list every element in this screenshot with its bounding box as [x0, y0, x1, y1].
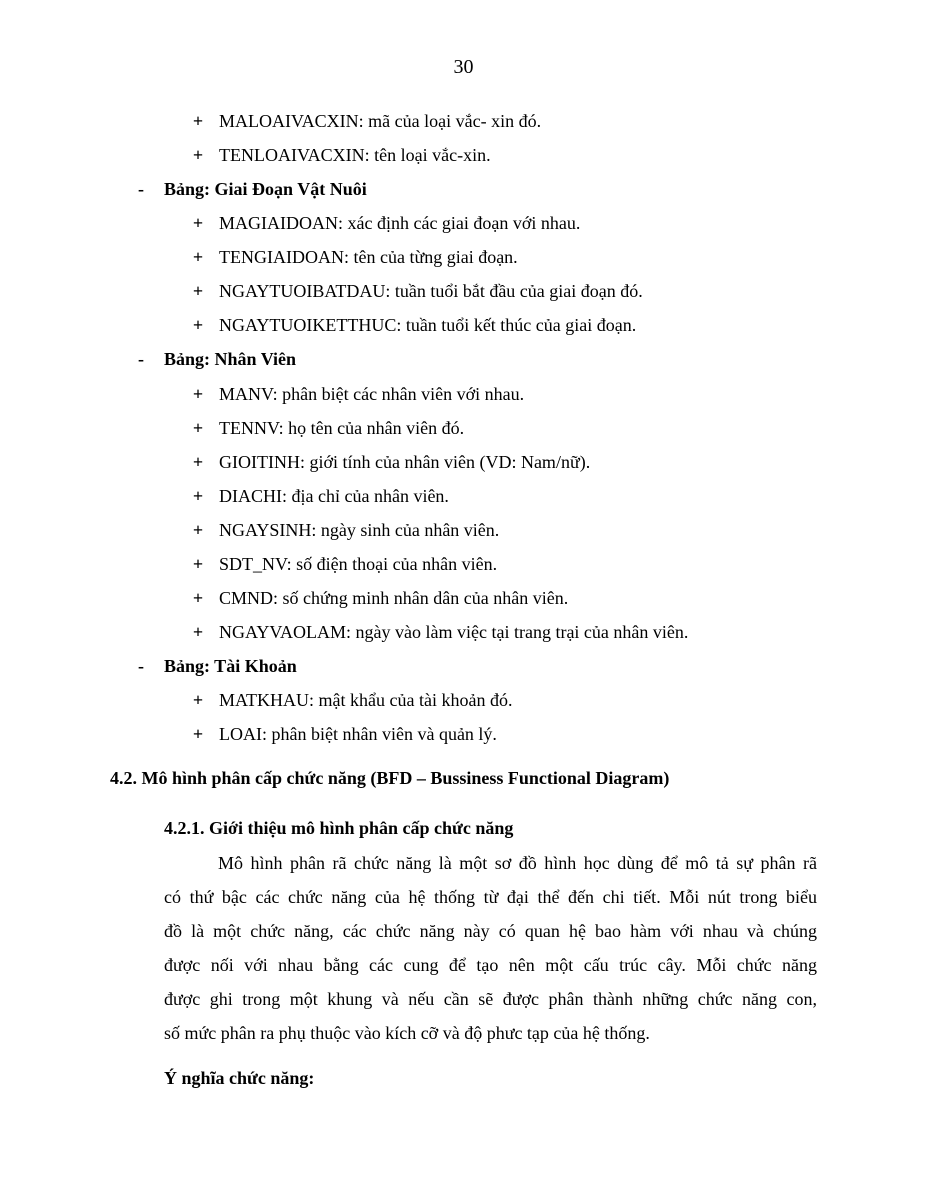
dash-bullet: -	[138, 656, 144, 676]
meaning-heading: Ý nghĩa chức năng:	[164, 1068, 315, 1088]
field-description: NGAYSINH: ngày sinh của nhân viên.	[219, 520, 500, 540]
field-description: NGAYTUOIBATDAU: tuần tuổi bắt đầu của giai đoạn đó.	[219, 281, 643, 301]
field-description: MAGIAIDOAN: xác định các giai đoạn với nhau.	[219, 213, 581, 233]
dash-bullet: -	[138, 349, 144, 369]
field-description: TENNV: họ tên của nhân viên đó.	[219, 418, 465, 438]
paragraph-line: Mô hình phân rã chức năng là một sơ đồ hình học dùng để mô tả sự phân rã	[218, 853, 817, 873]
paragraph-line: được nối với nhau bằng các cung để tạo nên một cấu trúc cây. Mỗi chức năng	[164, 955, 817, 975]
plus-bullet: +	[192, 281, 204, 301]
plus-bullet: +	[192, 588, 204, 608]
field-description: MANV: phân biệt các nhân viên với nhau.	[219, 384, 525, 404]
plus-bullet: +	[192, 111, 204, 131]
plus-bullet: +	[192, 145, 204, 165]
plus-bullet: +	[192, 486, 204, 506]
plus-bullet: +	[192, 520, 204, 540]
field-description: DIACHI: địa chỉ của nhân viên.	[219, 486, 449, 506]
field-description: LOAI: phân biệt nhân viên và quản lý.	[219, 724, 497, 744]
subsection-heading: 4.2.1. Giới thiệu mô hình phân cấp chức năng	[164, 818, 514, 838]
plus-bullet: +	[192, 213, 204, 233]
table-title: Bảng: Giai Đoạn Vật Nuôi	[164, 179, 367, 199]
plus-bullet: +	[192, 384, 204, 404]
dash-bullet: -	[138, 179, 144, 199]
paragraph-line: đồ là một chức năng, các chức năng này có quan hệ bao hàm với nhau và chúng	[164, 921, 817, 941]
field-description: MALOAIVACXIN: mã của loại vắc- xin đó.	[219, 111, 542, 131]
table-title: Bảng: Tài Khoản	[164, 656, 297, 676]
plus-bullet: +	[192, 554, 204, 574]
paragraph-line: được ghi trong một khung và nếu cần sẽ được phân thành những chức năng con,	[164, 989, 817, 1009]
plus-bullet: +	[192, 247, 204, 267]
plus-bullet: +	[192, 452, 204, 472]
plus-bullet: +	[192, 690, 204, 710]
section-heading: 4.2. Mô hình phân cấp chức năng (BFD – Bussiness Functional Diagram)	[110, 768, 670, 788]
plus-bullet: +	[192, 315, 204, 335]
table-title: Bảng: Nhân Viên	[164, 349, 297, 369]
field-description: GIOITINH: giới tính của nhân viên (VD: Nam/nữ).	[219, 452, 591, 472]
plus-bullet: +	[192, 622, 204, 642]
plus-bullet: +	[192, 724, 204, 744]
paragraph-line: số mức phân ra phụ thuộc vào kích cỡ và độ phưc tạp của hệ thống.	[164, 1023, 650, 1043]
plus-bullet: +	[192, 418, 204, 438]
paragraph-line: có thứ bậc các chức năng của hệ thống từ đại thể đến chi tiết. Mỗi nút trong biểu	[164, 887, 817, 907]
field-description: SDT_NV: số điện thoại của nhân viên.	[219, 554, 498, 574]
page-number: 30	[453, 56, 474, 78]
field-description: MATKHAU: mật khẩu của tài khoản đó.	[219, 690, 513, 710]
field-description: TENGIAIDOAN: tên của từng giai đoạn.	[219, 247, 518, 267]
field-description: TENLOAIVACXIN: tên loại vắc-xin.	[219, 145, 491, 165]
field-description: NGAYVAOLAM: ngày vào làm việc tại trang trại của nhân viên.	[219, 622, 689, 642]
field-description: CMND: số chứng minh nhân dân của nhân viên.	[219, 588, 569, 608]
field-description: NGAYTUOIKETTHUC: tuần tuổi kết thúc của giai đoạn.	[219, 315, 637, 335]
